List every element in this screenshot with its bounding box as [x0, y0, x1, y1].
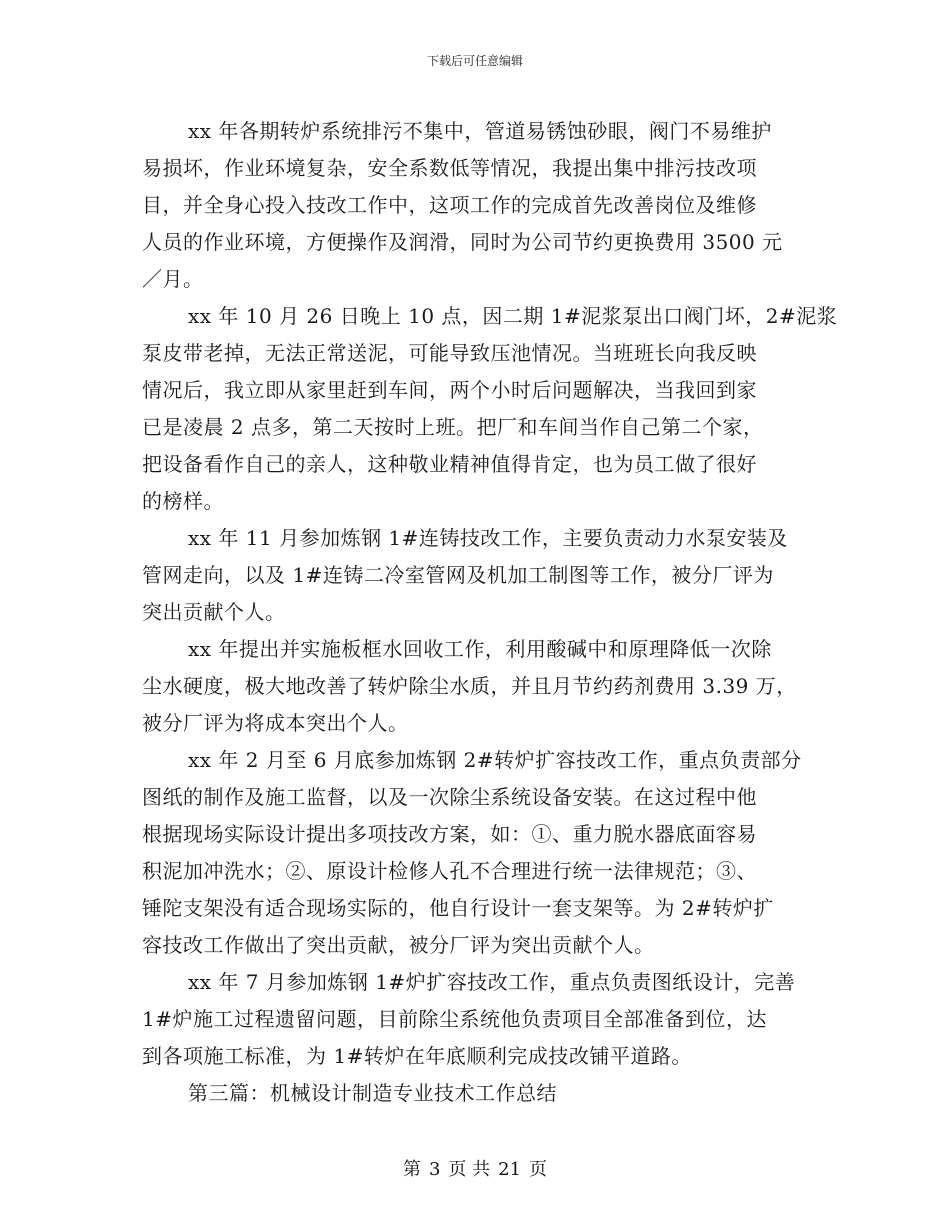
- paragraph-line: 被分厂评为将成本突出个人。: [142, 711, 409, 735]
- page-footer: [0, 1155, 950, 1181]
- paragraph: [142, 964, 812, 1075]
- footer-total-pages: 21: [498, 1159, 522, 1180]
- section-title: 第三篇：机械设计制造专业技术工作总结: [188, 1081, 557, 1105]
- paragraph-line: xx 年提出并实施板框水回收工作，利用酸碱中和原理降低一次除: [188, 637, 772, 661]
- paragraph-line: 根据现场实际设计提出多项技改方案，如：①、重力脱水器底面容易: [142, 822, 757, 846]
- paragraph-line: xx 年各期转炉系统排污不集中，管道易锈蚀砂眼，阀门不易维护: [188, 119, 772, 143]
- paragraph-line: 突出贡献个人。: [142, 600, 286, 624]
- paragraph-line: 锤陀支架没有适合现场实际的，他自行设计一套支架等。为 2#转炉扩: [142, 896, 774, 920]
- paragraph-line: 已是凌晨 2 点多，第二天按时上班。把厂和车间当作自己第二个家，: [142, 415, 764, 439]
- paragraph-line: ／月。: [142, 267, 204, 291]
- footer-page-number: 3: [428, 1159, 441, 1180]
- paragraph: [142, 520, 812, 631]
- footer-middle: 页 共: [448, 1159, 491, 1180]
- paragraph: [142, 113, 812, 298]
- paragraph: [142, 631, 812, 742]
- paragraph-line: 易损坏，作业环境复杂，安全系数低等情况，我提出集中排污技改项: [142, 156, 757, 180]
- page-header: 下载后可任意编辑: [426, 54, 523, 68]
- footer-suffix: 页: [529, 1159, 548, 1180]
- paragraph-line: 1#炉施工过程遗留问题，目前除尘系统他负责项目全部准备到位，达: [142, 1007, 767, 1031]
- paragraph-line: 到各项施工标准，为 1#转炉在年底顺利完成技改铺平道路。: [142, 1044, 692, 1068]
- paragraph: [142, 742, 812, 964]
- document-body: [142, 113, 838, 1112]
- paragraph-line: 容技改工作做出了突出贡献，被分厂评为突出贡献个人。: [142, 933, 655, 957]
- paragraph-line: 积泥加冲洗水；②、原设计检修人孔不合理进行统一法律规范；③、: [142, 859, 757, 883]
- paragraph-line: 人员的作业环境，方便操作及润滑，同时为公司节约更换费用 3500 元: [142, 230, 783, 254]
- paragraph-line: 的榜样。: [142, 489, 224, 513]
- footer-prefix: 第: [402, 1159, 421, 1180]
- paragraph-line: 尘水硬度，极大地改善了转炉除尘水质，并且月节约药剂费用 3.39 万，: [142, 674, 797, 698]
- paragraph-line: 情况后，我立即从家里赶到车间，两个小时后问题解决，当我回到家: [142, 378, 757, 402]
- paragraph-line: xx 年 10 月 26 日晚上 10 点，因二期 1#泥浆泵出口阀门坏，2#泥浆: [188, 304, 838, 328]
- paragraph-line: 管网走向，以及 1#连铸二冷室管网及机加工制图等工作，被分厂评为: [142, 563, 774, 587]
- paragraph-line: 目，并全身心投入技改工作中，这项工作的完成首先改善岗位及维修: [142, 193, 757, 217]
- paragraph-line: 图纸的制作及施工监督，以及一次除尘系统设备安装。在这过程中他: [142, 785, 757, 809]
- paragraph-line: 泵皮带老掉，无法正常送泥，可能导致压池情况。当班班长向我反映: [142, 341, 757, 365]
- paragraph-line: 把设备看作自己的亲人，这种敬业精神值得肯定，也为员工做了很好: [142, 452, 757, 476]
- paragraph-line: xx 年 11 月参加炼钢 1#连铸技改工作，主要负责动力水泵安装及: [188, 526, 788, 550]
- paragraph-line: xx 年 2 月至 6 月底参加炼钢 2#转炉扩容技改工作，重点负责部分: [188, 748, 802, 772]
- paragraph: [142, 298, 838, 520]
- paragraph-line: xx 年 7 月参加炼钢 1#炉扩容技改工作，重点负责图纸设计，完善: [188, 970, 796, 994]
